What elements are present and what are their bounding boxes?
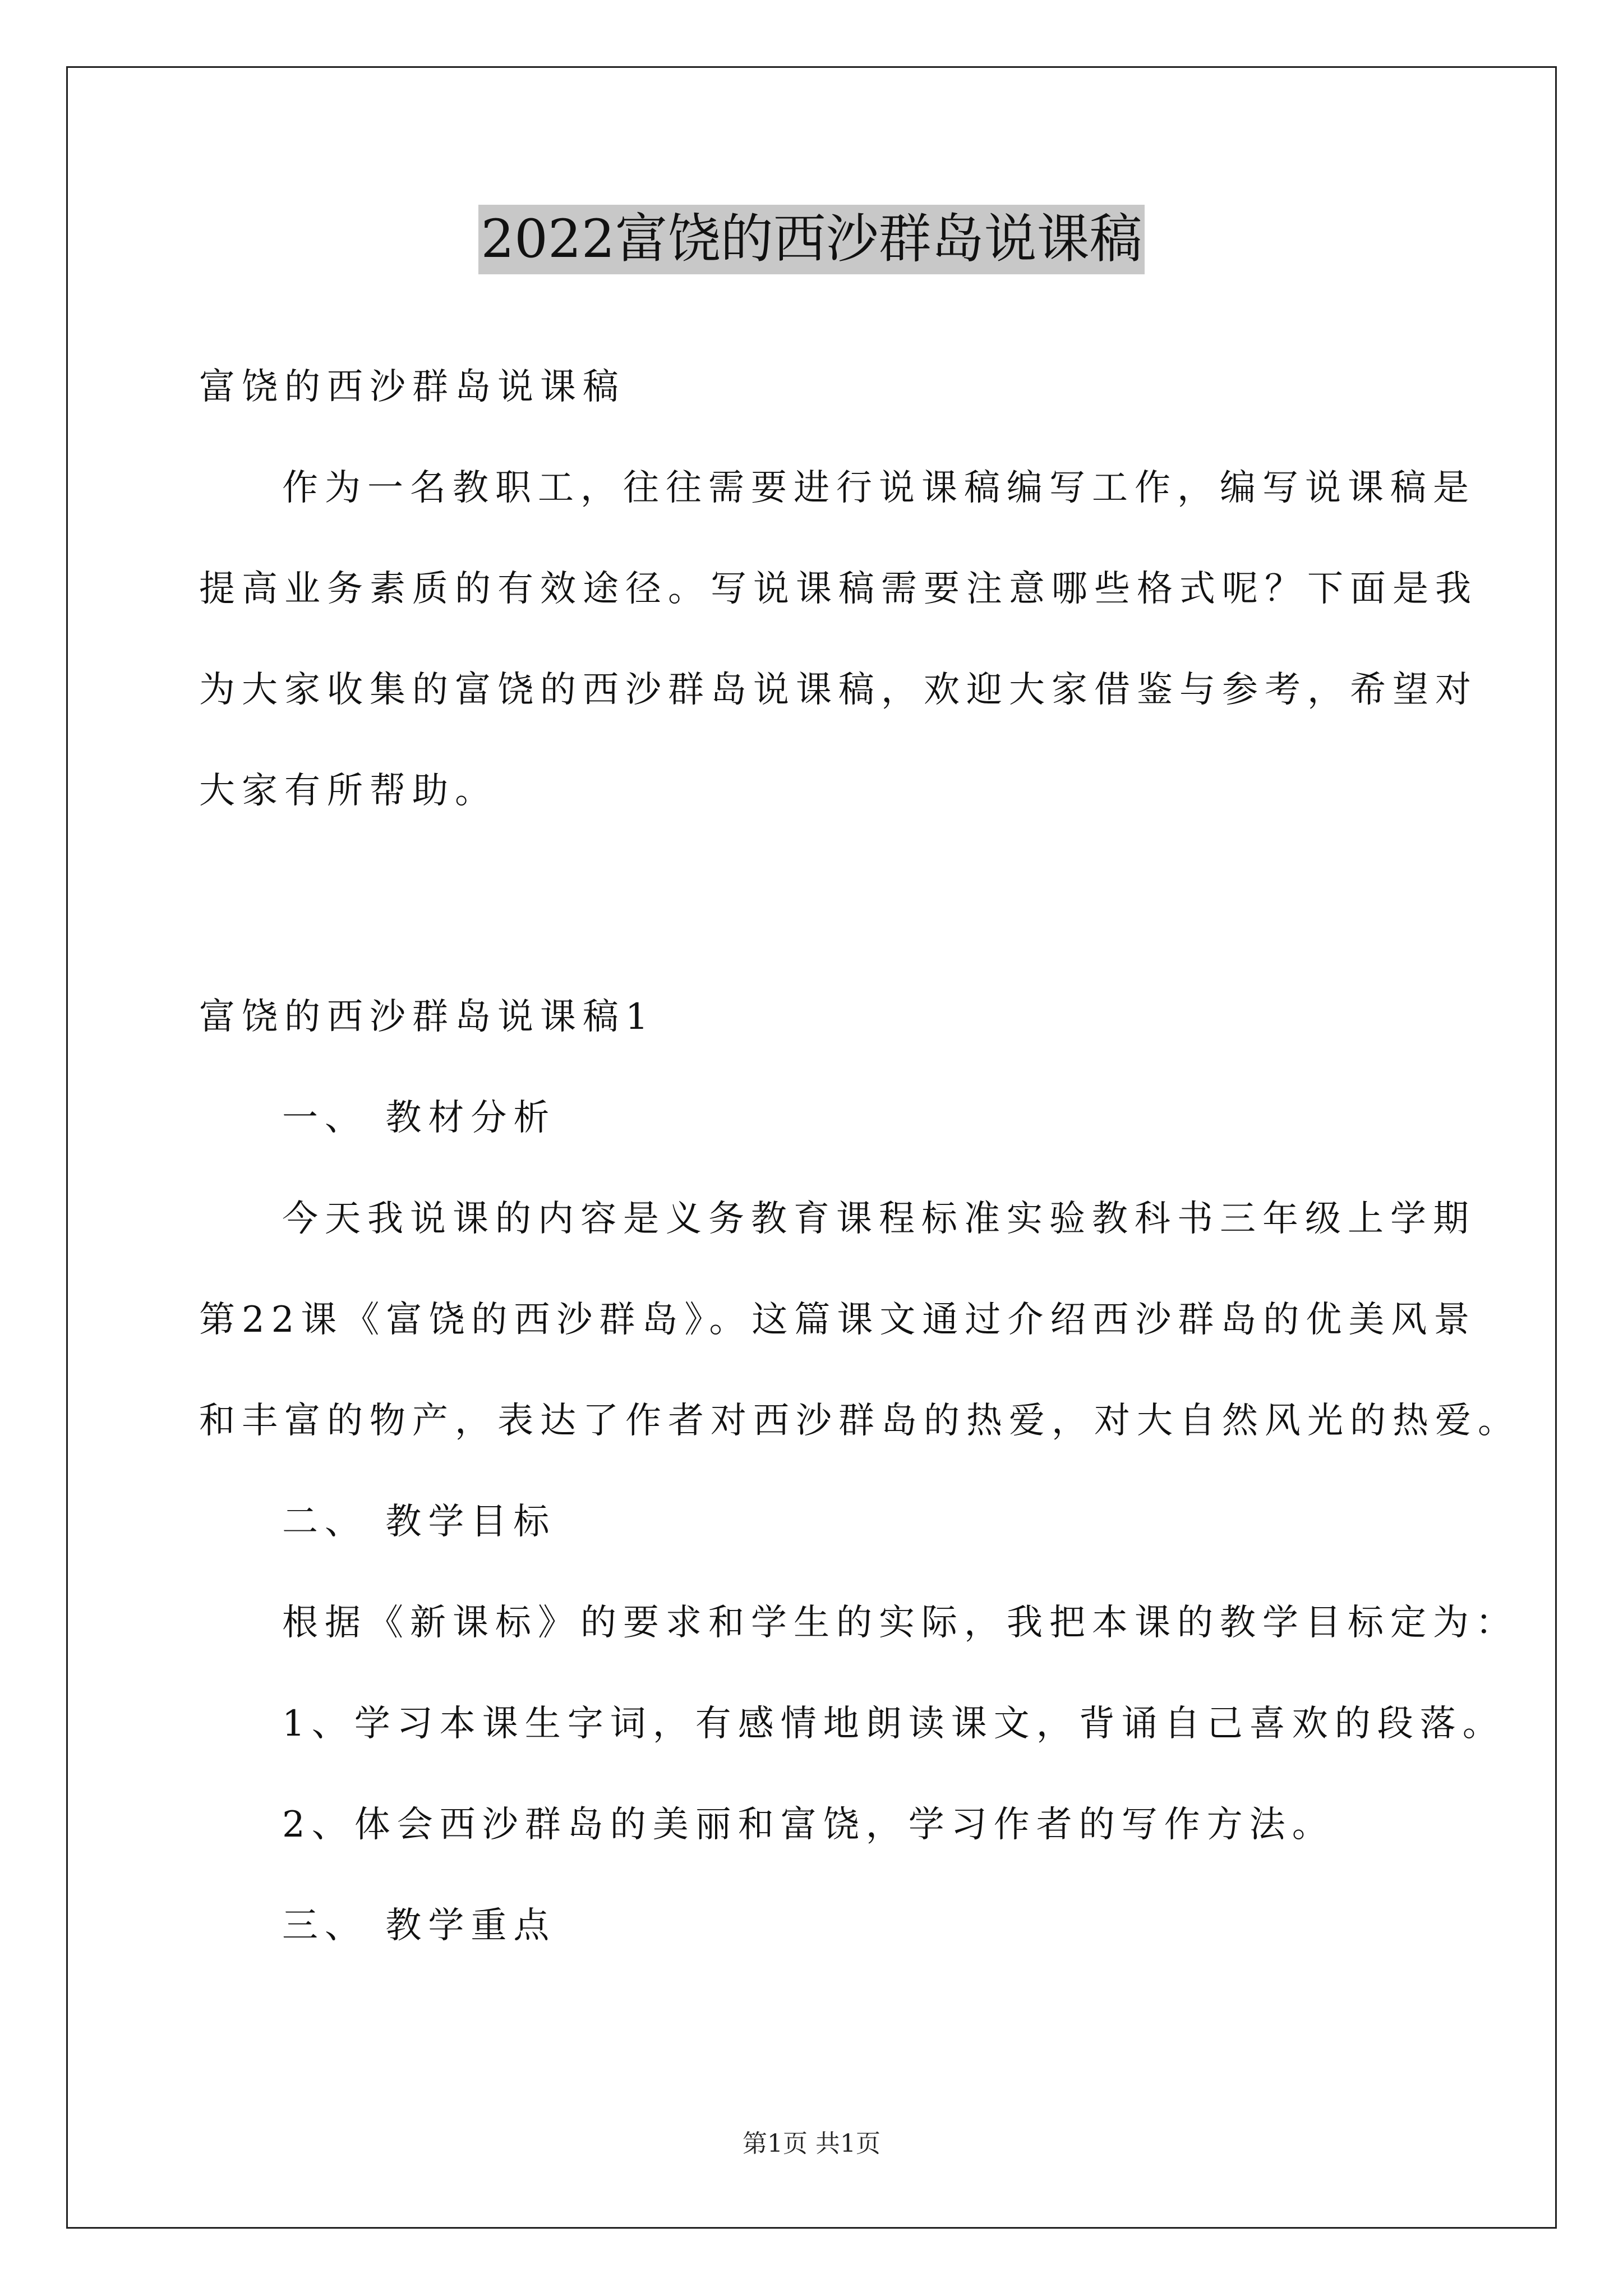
intro-line-3: 为大家收集的富饶的西沙群岛说课稿，欢迎大家借鉴与参考，希望对	[199, 669, 1478, 711]
heading-3: 三、 教学重点	[282, 1905, 556, 1947]
subtitle-line: 富饶的西沙群岛说课稿	[199, 366, 625, 408]
section-heading: 富饶的西沙群岛说课稿1	[199, 996, 655, 1038]
page-footer: 第1页 共1页	[743, 2129, 880, 2158]
intro-line-4: 大家有所帮助。	[199, 770, 497, 812]
document-title: 2022富饶的西沙群岛说课稿	[478, 205, 1144, 274]
title-container	[0, 205, 1623, 274]
body-line-3: 和丰富的物产，表达了作者对西沙群岛的热爱，对大自然风光的热爱。	[199, 1400, 1520, 1442]
body-line-1: 今天我说课的内容是义务教育课程标准实验教科书三年级上学期	[282, 1198, 1476, 1240]
heading-2: 二、 教学目标	[282, 1501, 556, 1543]
intro-line-1: 作为一名教职工，往往需要进行说课稿编写工作，编写说课稿是	[282, 467, 1476, 509]
body-line-2: 第22课《富饶的西沙群岛》。这篇课文通过介绍西沙群岛的优美风景	[199, 1299, 1477, 1341]
goal-1: 1、学习本课生字词，有感情地朗读课文，背诵自己喜欢的段落。	[282, 1703, 1505, 1745]
heading-1: 一、 教材分析	[282, 1097, 556, 1139]
goal-2: 2、体会西沙群岛的美丽和富饶，学习作者的写作方法。	[282, 1804, 1335, 1846]
intro-line-2: 提高业务素质的有效途径。写说课稿需要注意哪些格式呢？下面是我	[199, 568, 1478, 610]
body-line-4: 根据《新课标》的要求和学生的实际，我把本课的教学目标定为：	[282, 1602, 1518, 1644]
